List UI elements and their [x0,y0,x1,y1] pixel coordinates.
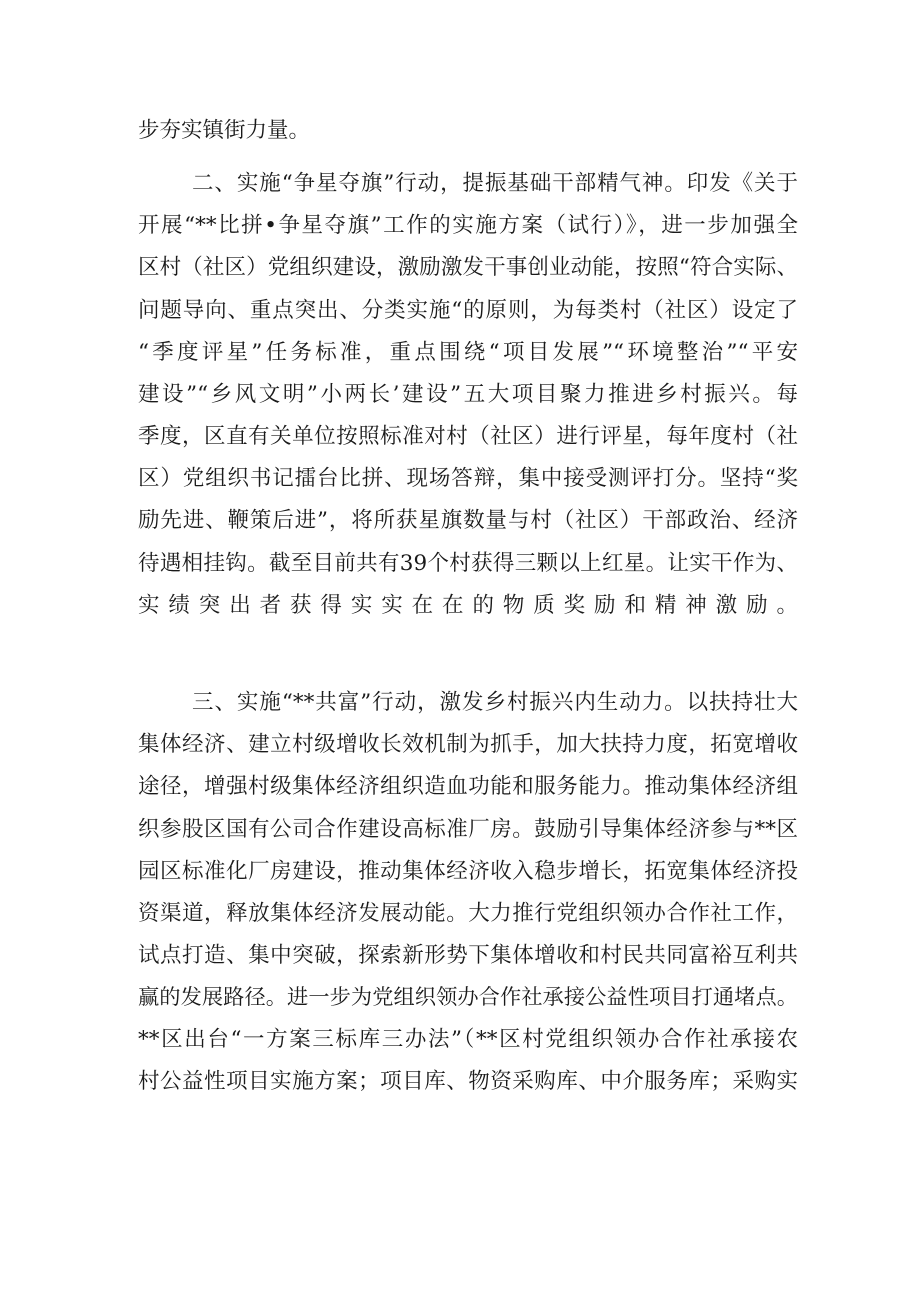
paragraph-2-line-2: 开展“**比拼•争星夺旗”工作的实施方案（试行）》，进一步加强全 [138,213,798,238]
paragraph-2-line-7: 季度，区直有关单位按照标准对村（社区）进行评星，每年度村（社 [138,424,798,449]
paragraph-2-line-11: 实绩突出者获得实实在在的物质奖励和精神激励。 [138,593,798,618]
paragraph-3-line-6: 资渠道，释放集体经济发展动能。大力推行党组织领办合作社工作， [138,901,798,926]
paragraph-3-line-5: 园区标准化厂房建设，推动集体经济收入稳步增长，拓宽集体经济投 [138,859,798,884]
paragraph-3-line-4: 织参股区国有公司合作建设高标准厂房。鼓励引导集体经济参与**区 [138,817,798,842]
paragraph-2-line-1: 二、实施“争星夺旗”行动，提振基础干部精气神。印发《关于 [192,171,798,196]
paragraph-2-line-10: 待遇相挂钩。截至目前共有39个村获得三颗以上红星。让实干作为、 [138,551,798,576]
paragraph-2-line-5: “季度评星”任务标准，重点围绕“项目发展”“环境整治”“平安 [138,340,798,365]
paragraph-3-line-1: 三、实施“**共富”行动，激发乡村振兴内生动力。以扶持壮大 [192,690,798,715]
paragraph-3-line-9: **区出台“一方案三标库三办法”（**区村党组织领办合作社承接农 [138,1027,798,1052]
paragraph-2-line-8: 区）党组织书记擂台比拼、现场答辩，集中接受测评打分。坚持“奖 [138,466,798,491]
paragraph-1-line-1: 步夯实镇街力量。 [138,118,311,143]
paragraph-3-line-10: 村公益性项目实施方案；项目库、物资采购库、中介服务库；采购实 [138,1069,798,1094]
paragraph-3-line-8: 赢的发展路径。进一步为党组织领办合作社承接公益性项目打通堵点。 [138,985,798,1010]
paragraph-3-line-3: 途径，增强村级集体经济组织造血功能和服务能力。推动集体经济组 [138,774,798,799]
paragraph-2-line-6: 建设”“乡风文明”小两长’建设”五大项目聚力推进乡村振兴。每 [138,382,798,407]
paragraph-3-line-7: 试点打造、集中突破，探索新形势下集体增收和村民共同富裕互利共 [138,943,798,968]
paragraph-2-line-3: 区村（社区）党组织建设，激励激发干事创业动能，按照“符合实际、 [138,255,798,280]
paragraph-3-line-2: 集体经济、建立村级增收长效机制为抓手，加大扶持力度，拓宽增收 [138,732,798,757]
paragraph-2-line-4: 问题导向、重点突出、分类实施“的原则，为每类村（社区）设定了 [138,298,798,323]
paragraph-2-line-9: 励先进、鞭策后进”，将所获星旗数量与村（社区）干部政治、经济 [138,508,798,533]
